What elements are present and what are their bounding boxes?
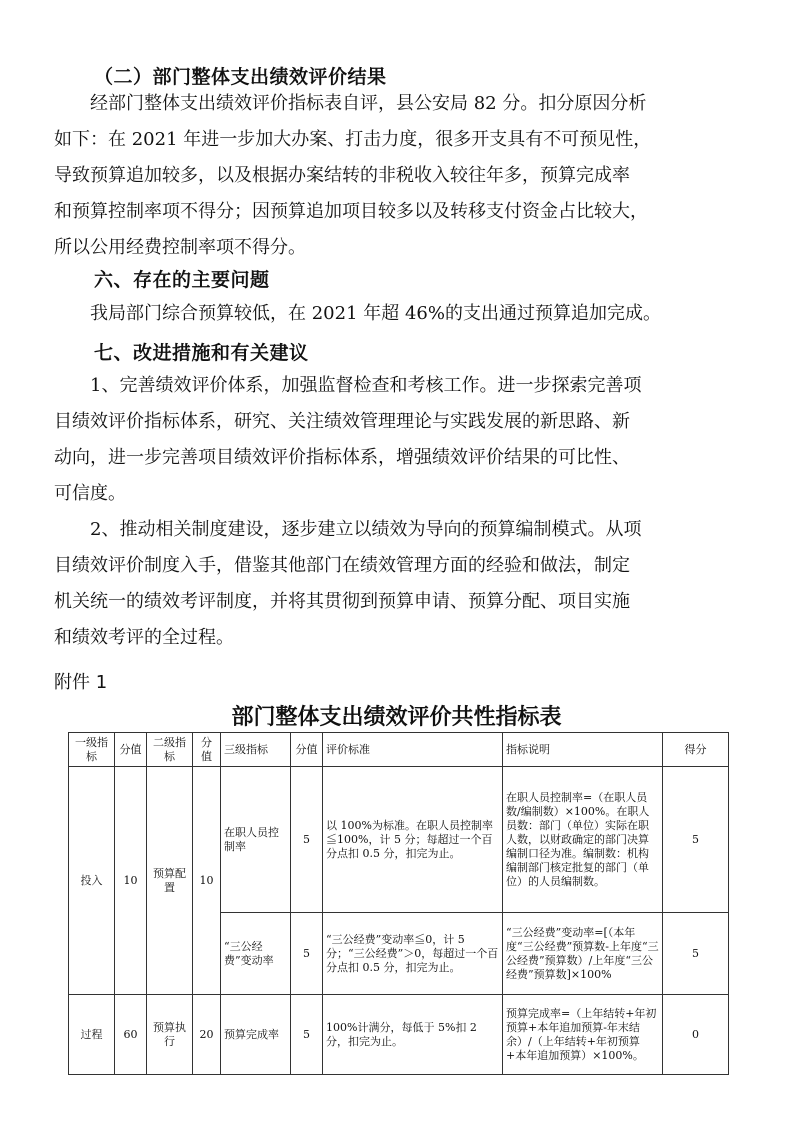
standard-cell: 100%计满分，每低于 5%扣 2 分，扣完为止。 (323, 995, 503, 1075)
paragraph-line: 目绩效评价制度入手，借鉴其他部门在绩效管理方面的经验和做法，制定 (54, 555, 630, 576)
attachment-label: 附件 1 (54, 672, 108, 693)
measure-1-paragraph (54, 368, 744, 512)
standard-cell: 以 100%为标准。在职人员控制率≦100%，计 5 分；每超过一个百分点扣 0.5 分，扣完为止。 (323, 767, 503, 913)
result-cell: 0 (663, 995, 729, 1075)
table-header-row (69, 733, 729, 767)
paragraph-line: 可信度。 (54, 483, 126, 504)
result-cell: 5 (663, 767, 729, 913)
score-cell: 10 (115, 767, 147, 995)
standard-cell: “三公经费”变动率≦0，计 5 分；“三公经费”＞0，每超过一个百分点扣 0.5 分，扣完为止。 (323, 913, 503, 995)
level1-cell: 过程 (69, 995, 115, 1075)
score-cell: 5 (291, 913, 323, 995)
level3-cell: “三公经费”变动率 (221, 913, 291, 995)
table-row (69, 767, 729, 913)
header-cell: 得分 (663, 733, 729, 767)
header-cell: 指标说明 (503, 733, 663, 767)
header-cell: 二级指标 (147, 733, 193, 767)
table-title: 部门整体支出绩效评价共性指标表 (231, 705, 562, 730)
score-cell: 5 (291, 995, 323, 1075)
problems-paragraph (54, 296, 744, 332)
description-cell: 在职人员控制率=（在职人员数/编制数）×100%。在职人员数：部门（单位）实际在职人数，以财政确定的部门决算编制口径为准。编制数：机构编制部门核定批复的部门（单位）的人员编制数。 (503, 767, 663, 913)
score-cell: 10 (193, 767, 221, 995)
paragraph-line: 导致预算追加较多，以及根据办案结转的非税收入较往年多，预算完成率 (54, 165, 630, 186)
header-cell: 分值 (115, 733, 147, 767)
section-heading: （二）部门整体支出绩效评价结果 (94, 66, 387, 88)
paragraph-line: 我局部门综合预算较低，在 2021 年超 46%的支出通过预算追加完成。 (90, 303, 661, 324)
score-cell: 60 (115, 995, 147, 1075)
header-cell: 评价标准 (323, 733, 503, 767)
header-cell: 一级指标 (69, 733, 115, 767)
paragraph-line: 目绩效评价指标体系，研究、关注绩效管理理论与实践发展的新思路、新 (54, 411, 630, 432)
measures-heading: 七、改进措施和有关建议 (94, 342, 309, 364)
evaluation-result-paragraph (54, 86, 744, 266)
paragraph-line: 和预算控制率项不得分；因预算追加项目较多以及转移支付资金占比较大， (54, 201, 648, 222)
header-cell: 分值 (193, 733, 221, 767)
level2-cell: 预算执行 (147, 995, 193, 1075)
score-cell: 5 (291, 767, 323, 913)
paragraph-line: 机关统一的绩效考评制度，并将其贯彻到预算申请、预算分配、项目实施 (54, 591, 630, 612)
score-cell: 20 (193, 995, 221, 1075)
indicator-table (68, 732, 729, 1075)
paragraph-line: 动向，进一步完善项目绩效评价指标体系，增强绩效评价结果的可比性、 (54, 447, 630, 468)
paragraph-line: 如下：在 2021 年进一步加大办案、打击力度，很多开支具有不可预见性， (54, 129, 652, 150)
level3-cell: 在职人员控制率 (221, 767, 291, 913)
header-cell: 三级指标 (221, 733, 291, 767)
paragraph-line: 2、推动相关制度建设，逐步建立以绩效为导向的预算编制模式。从项 (90, 519, 642, 540)
paragraph-line: 所以公用经费控制率项不得分。 (54, 237, 306, 258)
paragraph-line: 经部门整体支出绩效评价指标表自评，县公安局 82 分。扣分原因分析 (90, 93, 647, 114)
result-cell: 5 (663, 913, 729, 995)
header-cell: 分值 (291, 733, 323, 767)
level2-cell: 预算配置 (147, 767, 193, 995)
description-cell: 预算完成率=（上年结转+年初预算+本年追加预算-年末结余）/（上年结转+年初预算+本年追加预算）×100%。 (503, 995, 663, 1075)
paragraph-line: 1、完善绩效评价体系，加强监督检查和考核工作。进一步探索完善项 (90, 375, 642, 396)
problems-heading: 六、存在的主要问题 (94, 269, 270, 291)
table-row (69, 995, 729, 1075)
measure-2-paragraph (54, 512, 744, 656)
paragraph-line: 和绩效考评的全过程。 (54, 627, 234, 648)
description-cell: “三公经费”变动率=[（本年度“三公经费”预算数-上年度“三公经费”预算数）/上年度“三公经费”预算数]×100% (503, 913, 663, 995)
level3-cell: 预算完成率 (221, 995, 291, 1075)
level1-cell: 投入 (69, 767, 115, 995)
